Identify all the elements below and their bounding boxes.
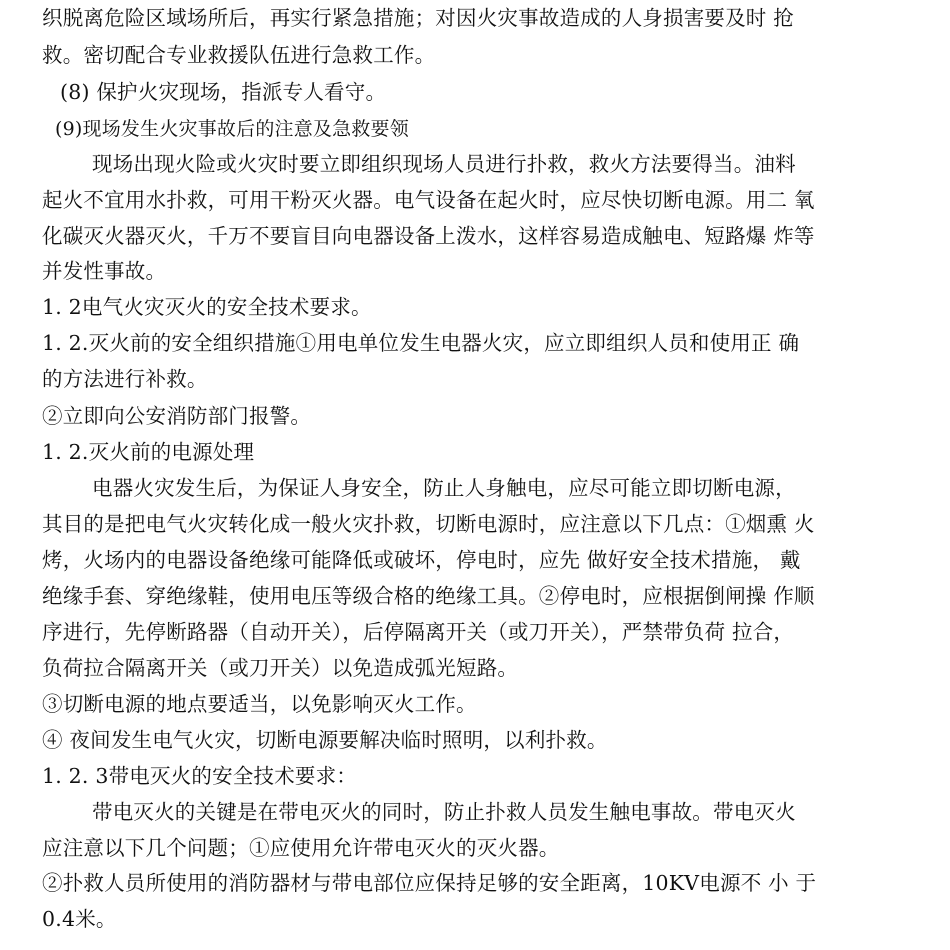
text-line: ②立即向公安消防部门报警。 — [42, 404, 312, 428]
text-line: 烤，火场内的电器设备绝缘可能降低或破坏，停电时，应先 做好安全技术措施， 戴 — [42, 548, 801, 572]
text-line: 起火不宜用水扑救，可用干粉灭火器。电气设备在起火时，应尽快切断电源。用二 氧 — [42, 188, 815, 212]
list-item-9: (9)现场发生火灾事故后的注意及急救要领 — [55, 118, 409, 140]
text-line: 应注意以下几个问题；①应使用允许带电灭火的灭火器。 — [42, 836, 560, 860]
text-line: ④ 夜间发生电气火灾，切断电源要解决临时照明，以利扑救。 — [42, 728, 608, 752]
paragraph-start: 电器火灾发生后，为保证人身安全，防止人身触电，应尽可能立即切断电源， — [92, 476, 796, 500]
text-line: 并发性事故。 — [42, 259, 167, 283]
text-line: 绝缘手套、穿绝缘鞋，使用电压等级合格的绝缘工具。②停电时，应根据倒闸操 作顺 — [42, 584, 815, 608]
text-line: 其目的是把电气火灾转化成一般火灾扑救，切断电源时，应注意以下几点：①烟熏 火 — [42, 512, 815, 536]
text-line: 的方法进行补救。 — [42, 367, 208, 391]
text-line: ③切断电源的地点要适当，以免影响灭火工作。 — [42, 692, 477, 716]
section-heading: 1. 2.灭火前的电源处理 — [42, 440, 255, 464]
text-line: 救。密切配合专业救援队伍进行急救工作。 — [42, 43, 436, 67]
text-line: 负荷拉合隔离开关（或刀开关）以免造成弧光短路。 — [42, 656, 519, 680]
paragraph-start: 带电灭火的关键是在带电灭火的同时，防止扑救人员发生触电事故。带电灭火 — [92, 800, 796, 824]
text-line: 0.4米。 — [42, 907, 117, 931]
text-line: 织脱离危险区域场所后，再实行紧急措施；对因火灾事故造成的人身损害要及时 抢 — [42, 6, 794, 30]
text-line: 化碳灭火器灭火，千万不要盲目向电器设备上泼水，这样容易造成触电、短路爆 炸等 — [42, 224, 815, 248]
text-line: 1. 2.灭火前的安全组织措施①用电单位发生电器火灾，应立即组织人员和使用正 确 — [42, 331, 800, 355]
paragraph-start: 现场出现火险或火灾时要立即组织现场人员进行扑救，救火方法要得当。油料 — [92, 152, 796, 176]
list-item-8: (8) 保护火灾现场，指派专人看守。 — [60, 80, 387, 104]
text-line: ②扑救人员所使用的消防器材与带电部位应保持足够的安全距离，10KV电源不 小 于 — [42, 871, 817, 895]
text-line: 序进行，先停断路器（自动开关），后停隔离开关（或刀开关），严禁带负荷 拉合， — [42, 620, 795, 644]
section-heading: 1. 2电气火灾灭火的安全技术要求。 — [42, 295, 372, 319]
section-heading: 1. 2. 3带电灭火的安全技术要求： — [42, 764, 357, 788]
